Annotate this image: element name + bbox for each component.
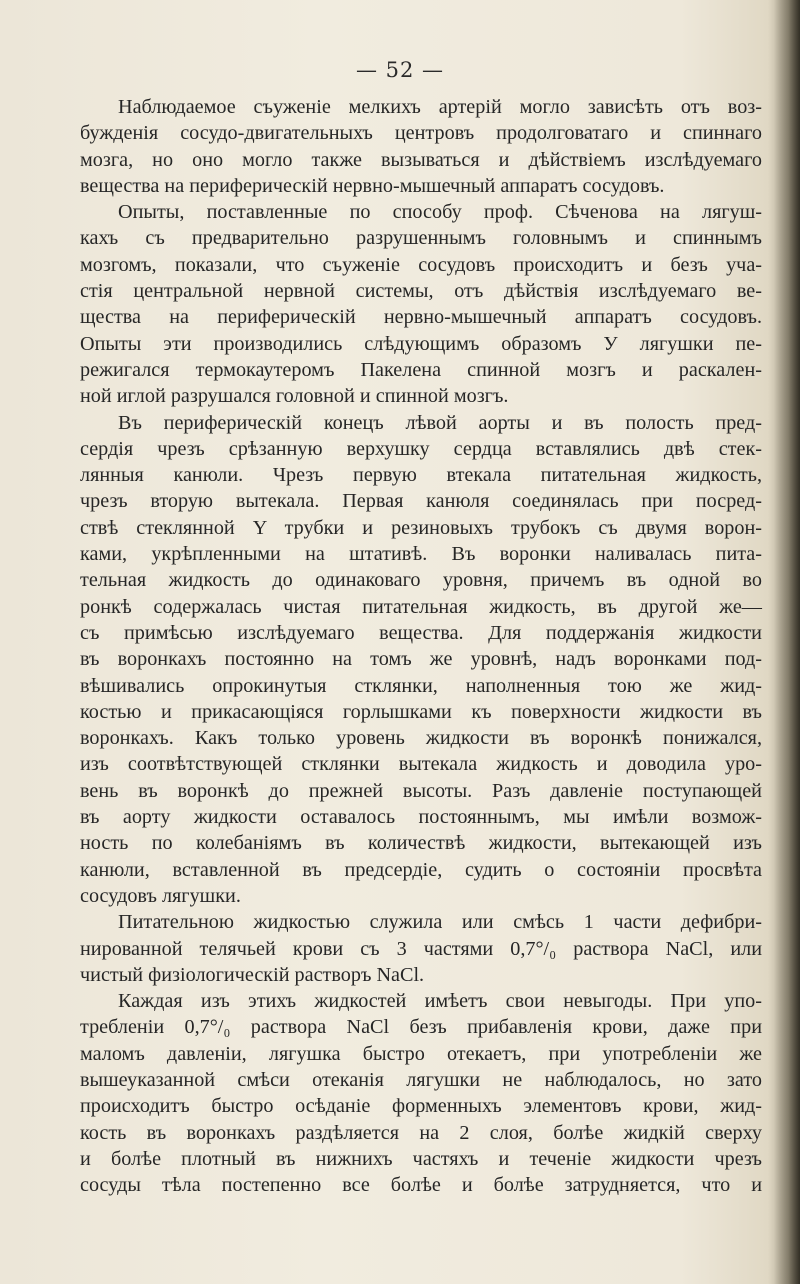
text-line: Опыты, поставленные по способу проф. Сѣченова на лягуш- (118, 201, 762, 224)
text-line: сердія чрезъ срѣзанную верхушку сердца вставлялись двѣ стек- (80, 437, 762, 460)
text-line: требленіи 0,7°/₀ раствора NaCl безъ прибавленія крови, даже при (80, 1016, 762, 1039)
text-line: съ примѣсью изслѣдуемаго вещества. Для поддержанія жидкости (80, 621, 762, 644)
text-line: вышеуказанной смѣси отеканія лягушки не наблюдалось, но зато (80, 1068, 762, 1091)
text-line: ками, укрѣпленными на штативѣ. Въ воронки наливалась пита- (80, 543, 762, 566)
text-line: лянныя канюли. Чрезъ первую втекала питательная жидкость, (80, 464, 762, 487)
text-line: въ воронкахъ постоянно на томъ же уровнѣ, надъ воронками под- (80, 648, 762, 671)
text-line: воронкахъ. Какъ только уровень жидкости въ воронкѣ понижался, (80, 727, 762, 750)
text-line: въ аорту жидкости оставалось постояннымъ, мы имѣли возмож- (80, 806, 762, 829)
text-line: сосуды тѣла постепенно все болѣе и болѣе затрудняется, что и (80, 1174, 762, 1197)
text-line: чистый физiологическій растворъ NaCl. (80, 963, 425, 986)
text-line: мозга, но оно могло также вызываться и дѣйствіемъ изслѣдуемаго (80, 148, 762, 171)
text-line: тельная жидкость до одинаковаго уровня, причемъ въ одной во (80, 569, 762, 592)
text-line: кость въ воронкахъ раздѣляется на 2 слоя, болѣе жидкій сверху (80, 1121, 762, 1144)
page-edge-shadow (774, 0, 800, 1284)
text-line: изъ соотвѣтствующей стклянки вытекала жидкость и доводила уро- (80, 753, 762, 776)
text-line: кахъ съ предварительно разрушеннымъ головнымъ и спиннымъ (80, 227, 762, 250)
text-line: маломъ давленіи, лягушка быстро отекаетъ, при употребленіи же (80, 1042, 762, 1065)
text-line: канюли, вставленной въ предсердіе, судить о состояніи просвѣта (80, 858, 762, 881)
text-line: ронкѣ содержалась чистая питательная жидкость, въ другой же— (80, 595, 762, 618)
text-line: вень въ воронкѣ до прежней высоты. Разъ давленіе поступающей (80, 779, 762, 802)
text-line: Питательною жидкостью служила или смѣсь 1 части дефибри- (118, 911, 762, 934)
text-line: нированной телячьей крови съ 3 частями 0,7°/₀ раствора NaCl, или (80, 937, 762, 960)
text-line: Каждая изъ этихъ жидкостей имѣетъ свои невыгоды. При упо- (118, 990, 762, 1013)
text-line: бужденія сосудо-двигательныхъ центровъ продолговатаго и спиннаго (80, 122, 762, 145)
text-line: и болѣе плотный въ нижнихъ частяхъ и теченіе жидкости чрезъ (80, 1147, 762, 1170)
text-line: сосудовъ лягушки. (80, 884, 241, 907)
text-line: ность по колебаніямъ въ количествѣ жидкости, вытекающей изъ (80, 832, 762, 855)
text-line: вещества на периферическій нервно-мышечный аппаратъ сосудовъ. (80, 174, 665, 197)
text-line: режигался термокаутеромъ Пакелена спинной мозгъ и раскален- (80, 358, 762, 381)
text-line: мозгомъ, показали, что съуженіе сосудовъ происходитъ и безъ уча- (80, 253, 762, 276)
body-text (80, 94, 762, 1198)
text-line: вѣшивались опрокинутыя стклянки, наполненныя тою же жид- (80, 674, 762, 697)
text-line: Наблюдаемое съуженіе мелкихъ артерій могло зависѣть отъ воз- (118, 96, 762, 118)
text-line: стія центральной нервной системы, отъ дѣйствія изслѣдуемаго ве- (80, 280, 762, 303)
text-line: Опыты эти производились слѣдующимъ образомъ У лягушки пе- (80, 332, 762, 355)
text-line: чрезъ вторую вытекала. Первая канюля соединялась при посред- (80, 490, 762, 513)
text-line: костью и прикасающіяся горлышками къ поверхности жидкости въ (80, 700, 762, 723)
text-line: ной иглой разрушался головной и спинной мозгъ. (80, 385, 509, 408)
text-line: происходитъ быстро осѣданіе форменныхъ элементовъ крови, жид- (80, 1095, 762, 1118)
text-line: щества на периферическій нервно-мышечный аппаратъ сосудовъ. (80, 306, 762, 329)
text-line: ствѣ стеклянной Y трубки и резиновыхъ трубокъ съ двумя ворон- (80, 516, 762, 539)
text-line: Въ периферическій конецъ лѣвой аорты и въ полость пред- (118, 411, 762, 434)
page-number: — 52 — (355, 58, 445, 82)
